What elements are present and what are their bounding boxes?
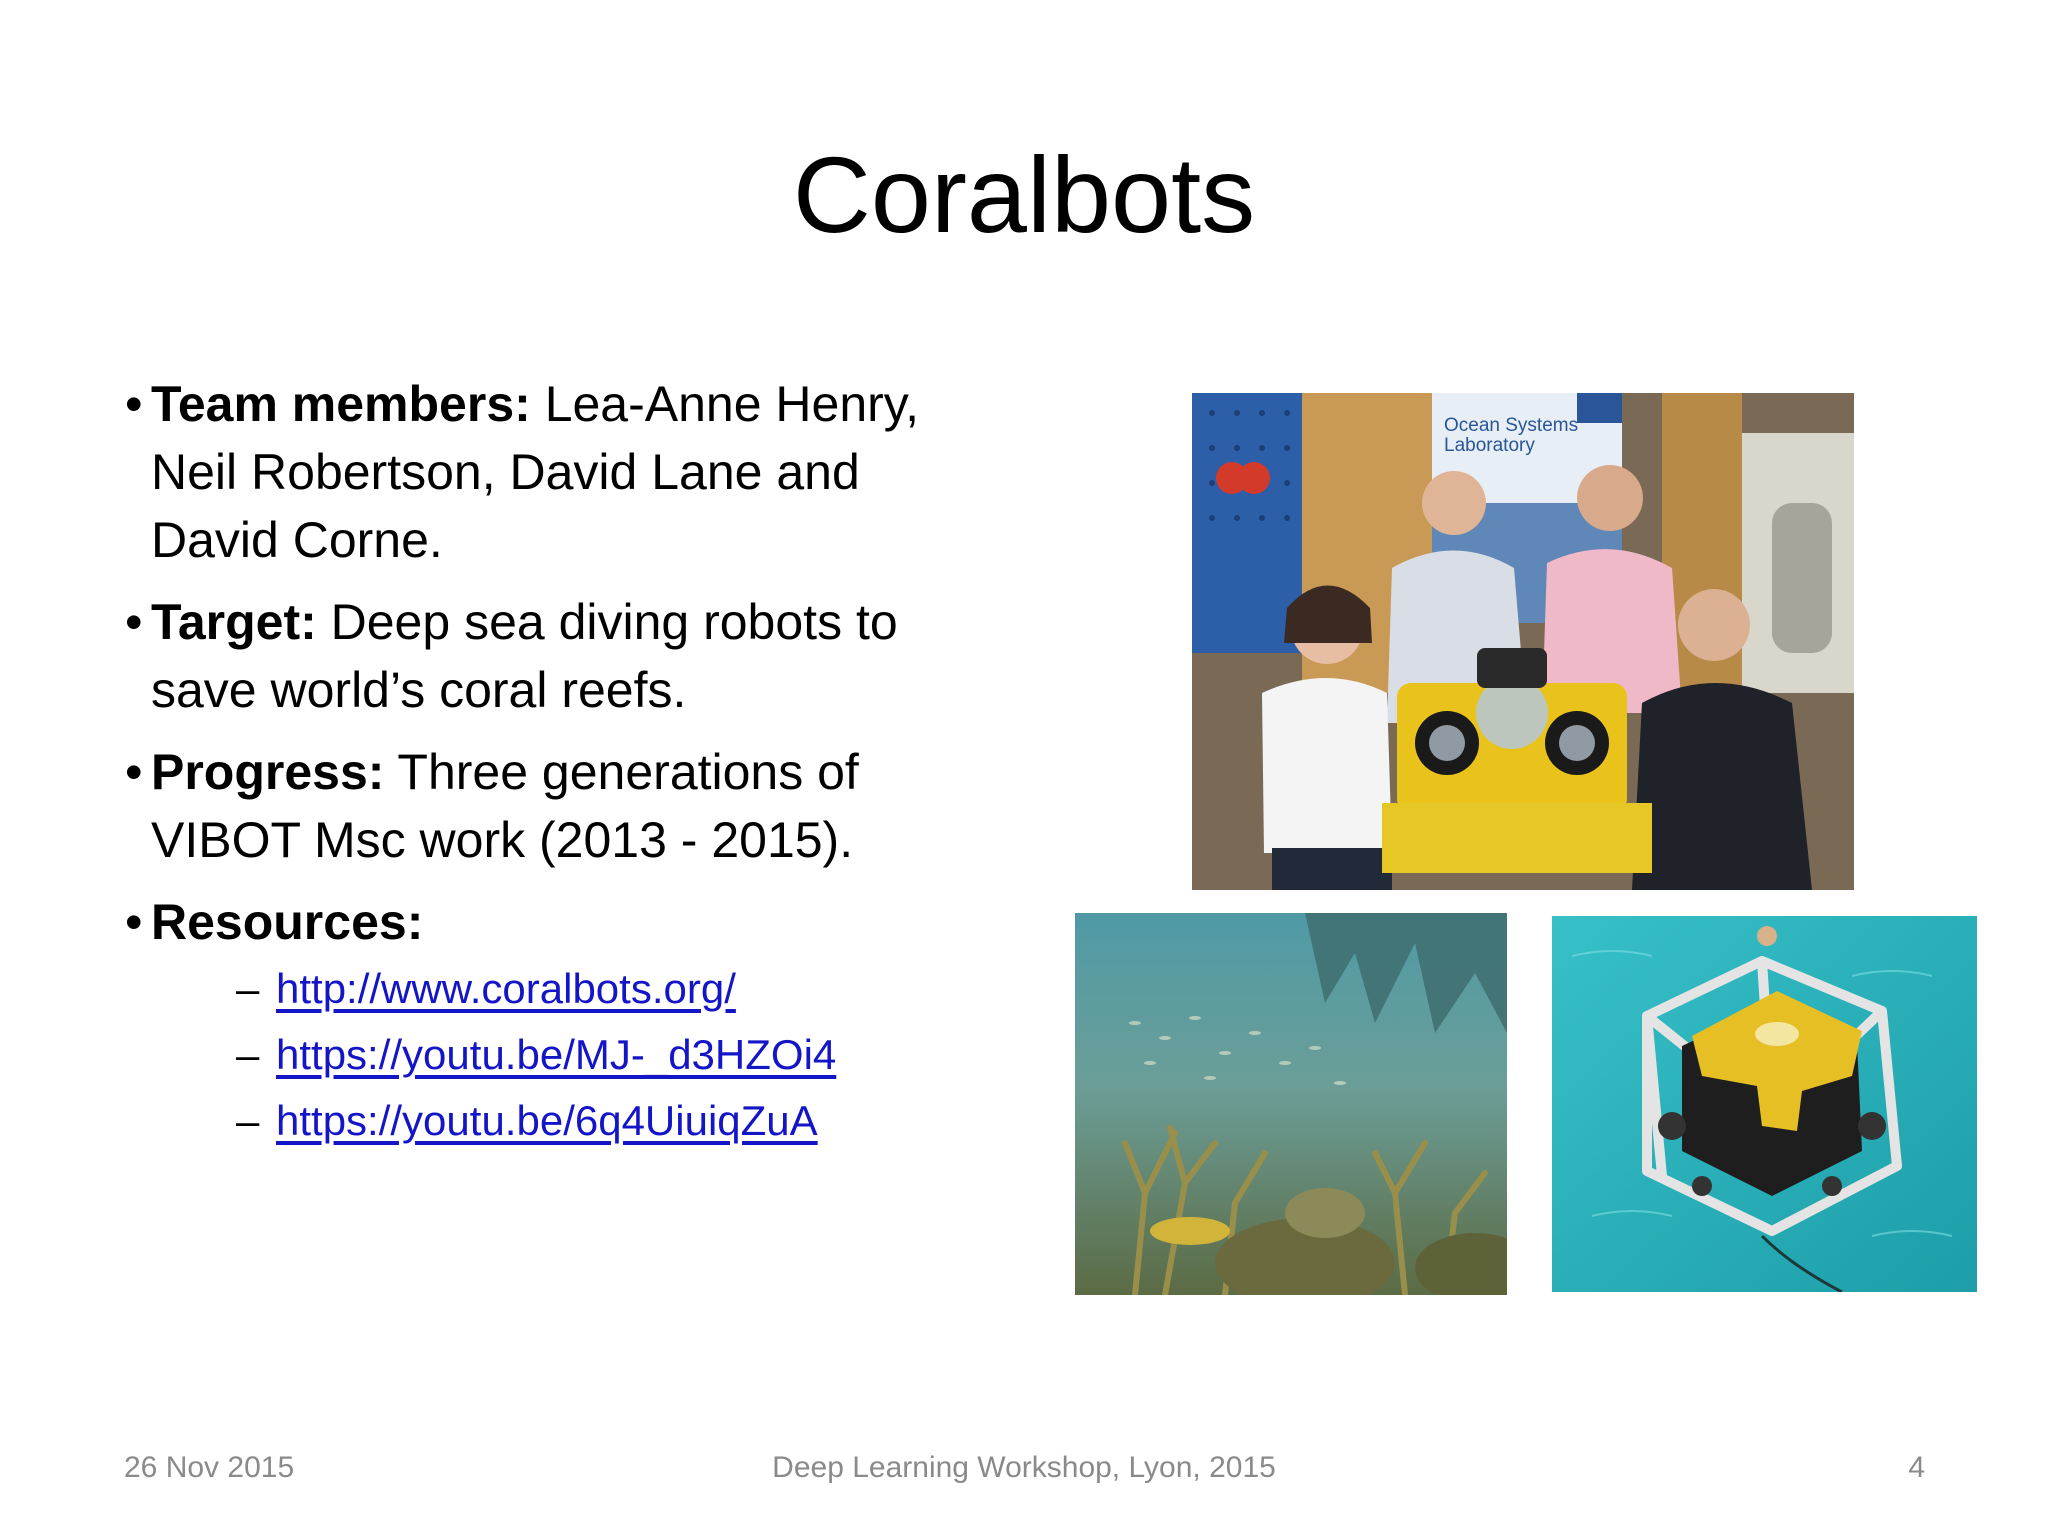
bullet-list xyxy=(125,370,965,1168)
resource-links xyxy=(151,956,965,1154)
slide-title: Coralbots xyxy=(792,134,1256,255)
footer-date: 26 Nov 2015 xyxy=(124,1451,295,1484)
bullet-team-members xyxy=(125,370,965,574)
resource-item xyxy=(236,956,965,1022)
link-coralbots-site[interactable]: http://www.coralbots.org/ xyxy=(276,965,736,1012)
bullet-glyph: • xyxy=(125,594,143,650)
dash-glyph: – xyxy=(236,965,260,1012)
team-photo xyxy=(1192,393,1854,890)
resource-item xyxy=(236,1088,965,1154)
sign-line-1: Ocean Systems xyxy=(1444,415,1579,436)
link-youtube-video-1[interactable]: https://youtu.be/MJ-_d3HZOi4 xyxy=(276,1031,837,1078)
link-youtube-video-2[interactable]: https://youtu.be/6q4UiuiqZuA xyxy=(276,1097,818,1144)
bullet-label: Resources: xyxy=(151,894,424,950)
bullet-glyph: • xyxy=(125,744,143,800)
dash-glyph: – xyxy=(236,1031,260,1078)
bullet-label: Progress: xyxy=(151,744,385,800)
dash-glyph: – xyxy=(236,1097,260,1144)
footer-page-number: 4 xyxy=(1908,1451,1925,1484)
footer-event: Deep Learning Workshop, Lyon, 2015 xyxy=(772,1451,1276,1484)
bullet-target xyxy=(125,588,965,724)
bullet-glyph: • xyxy=(125,376,143,432)
bullet-label: Team members: xyxy=(151,376,531,432)
sign-line-2: Laboratory xyxy=(1444,435,1535,456)
bullet-label: Target: xyxy=(151,594,317,650)
bullet-resources xyxy=(125,888,965,1154)
coral-reef-photo xyxy=(1075,913,1507,1295)
bullet-text: Deep sea diving robots to save world’s coral reefs. xyxy=(151,594,898,718)
bullet-text: Three generations of VIBOT Msc work (2013 - 2015). xyxy=(151,744,859,868)
robot-in-water-photo xyxy=(1552,916,1977,1292)
bullet-progress xyxy=(125,738,965,874)
resource-item xyxy=(236,1022,965,1088)
bullet-text: Lea-Anne Henry, Neil Robertson, David Lane and David Corne. xyxy=(151,376,919,568)
bullet-glyph: • xyxy=(125,894,143,950)
